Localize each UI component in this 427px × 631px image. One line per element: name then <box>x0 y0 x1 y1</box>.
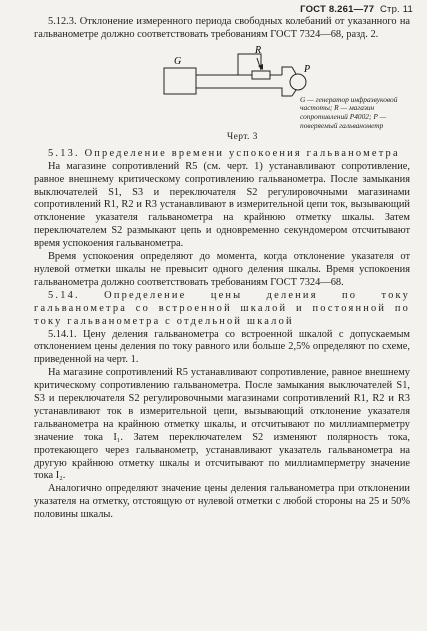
paragraph-5-13-b: Время успокоения определяют до момента, когда отклонение указателя от нулевой отметки шкалы не превысит одного деления шкалы. Время успокоения гальванометра должно соответствовать требованиям ГОСТ 7324—68. <box>34 251 410 288</box>
galv-lead-top <box>292 67 296 74</box>
heading-5-14: 5.14. Определение цены деления по току гальванометра со встроенной шкалой и постоянной по току гальванометра с отдельной шкалой <box>34 289 410 327</box>
wire-rheostat-tap <box>238 54 261 69</box>
galvanometer-circle <box>290 74 306 90</box>
label-g: G <box>174 55 182 67</box>
wire-bottom <box>196 88 292 96</box>
standard-number: ГОСТ 8.261—77 <box>300 4 375 15</box>
figure-caption: Черт. 3 <box>227 131 258 142</box>
page-number: Стр. 11 <box>379 4 413 15</box>
paragraph-5-14-b: На магазине сопротивлений R5 устанавливают сопротивление, равное внешнему критическому сопротивлению гальванометра. После замыкания выключателей S1, S3 и переключателя S2 регулировочными магазинами сопротивлений R1, R2 и R3 устанавливают ток в измерительной цепи, вызывающий отклонение указателя гальванометра на крайнюю отметку шкалы, и отсчитывают по миллиамперметру значение тока I₁. Затем переключателем S2 изменяют полярность тока, протекающего через гальванометр, устанавливают указатель гальванометра на другую крайнюю отметку шкалы и отсчитывают по миллиамперметру значение тока I₂. <box>34 367 410 482</box>
label-p: P <box>304 63 311 75</box>
heading-5-13: 5.13. Определение времени успокоения гальванометра <box>48 147 400 159</box>
wire-to-galv-top <box>282 67 292 75</box>
paragraph-5-14-1: 5.14.1. Цену деления гальванометра со встроенной шкалой с допускаемым отклонением цены деления по току равного или больше 2,5% определяют по схеме, приведенной на черт. 1. <box>34 328 410 366</box>
page-content <box>34 16 410 522</box>
paragraph-5-12-3: 5.12.3. Отклонение измеренного периода свободных колебаний от указанного на гальванометре должно соответствовать требованиям ГОСТ 7324—68, разд. 2. <box>34 16 410 40</box>
paragraph-5-13-a: На магазине сопротивлений R5 (см. черт. 1) устанавливают сопротивление, равное внешнему критическому сопротивлению гальванометра. После замыкания выключателей S1, S3 и переключателя S2 регулировочными магазинами сопротивлений R1, R2 и R3 устанавливают в измерительной цепи ток, вызывающий отклонение указателя гальванометра на крайнюю отметку шкалы. Затем переключателем S2 размыкают цепь и одновременно секундомером отсчитывают время успокоения гальванометра. <box>34 160 410 250</box>
generator-box <box>164 68 196 94</box>
wire-top-left <box>196 64 238 75</box>
rheostat-body <box>252 71 270 79</box>
galv-lead-bottom <box>292 90 296 96</box>
paragraph-5-14-c: Аналогично определяют значение цены деления гальванометра при отклонении указателя на отметку, отстоящую от нулевой отметки с любой стороны на 25 и 50% половины шкалы. <box>34 483 410 521</box>
label-r: R <box>255 44 262 56</box>
page-header <box>300 4 413 15</box>
figure-legend: G — генератор инфразвуковой частоты; R — магазин сопротивлений Р4002; Р — поверяемый гальванометр <box>300 94 398 130</box>
circuit-figure <box>34 44 410 148</box>
